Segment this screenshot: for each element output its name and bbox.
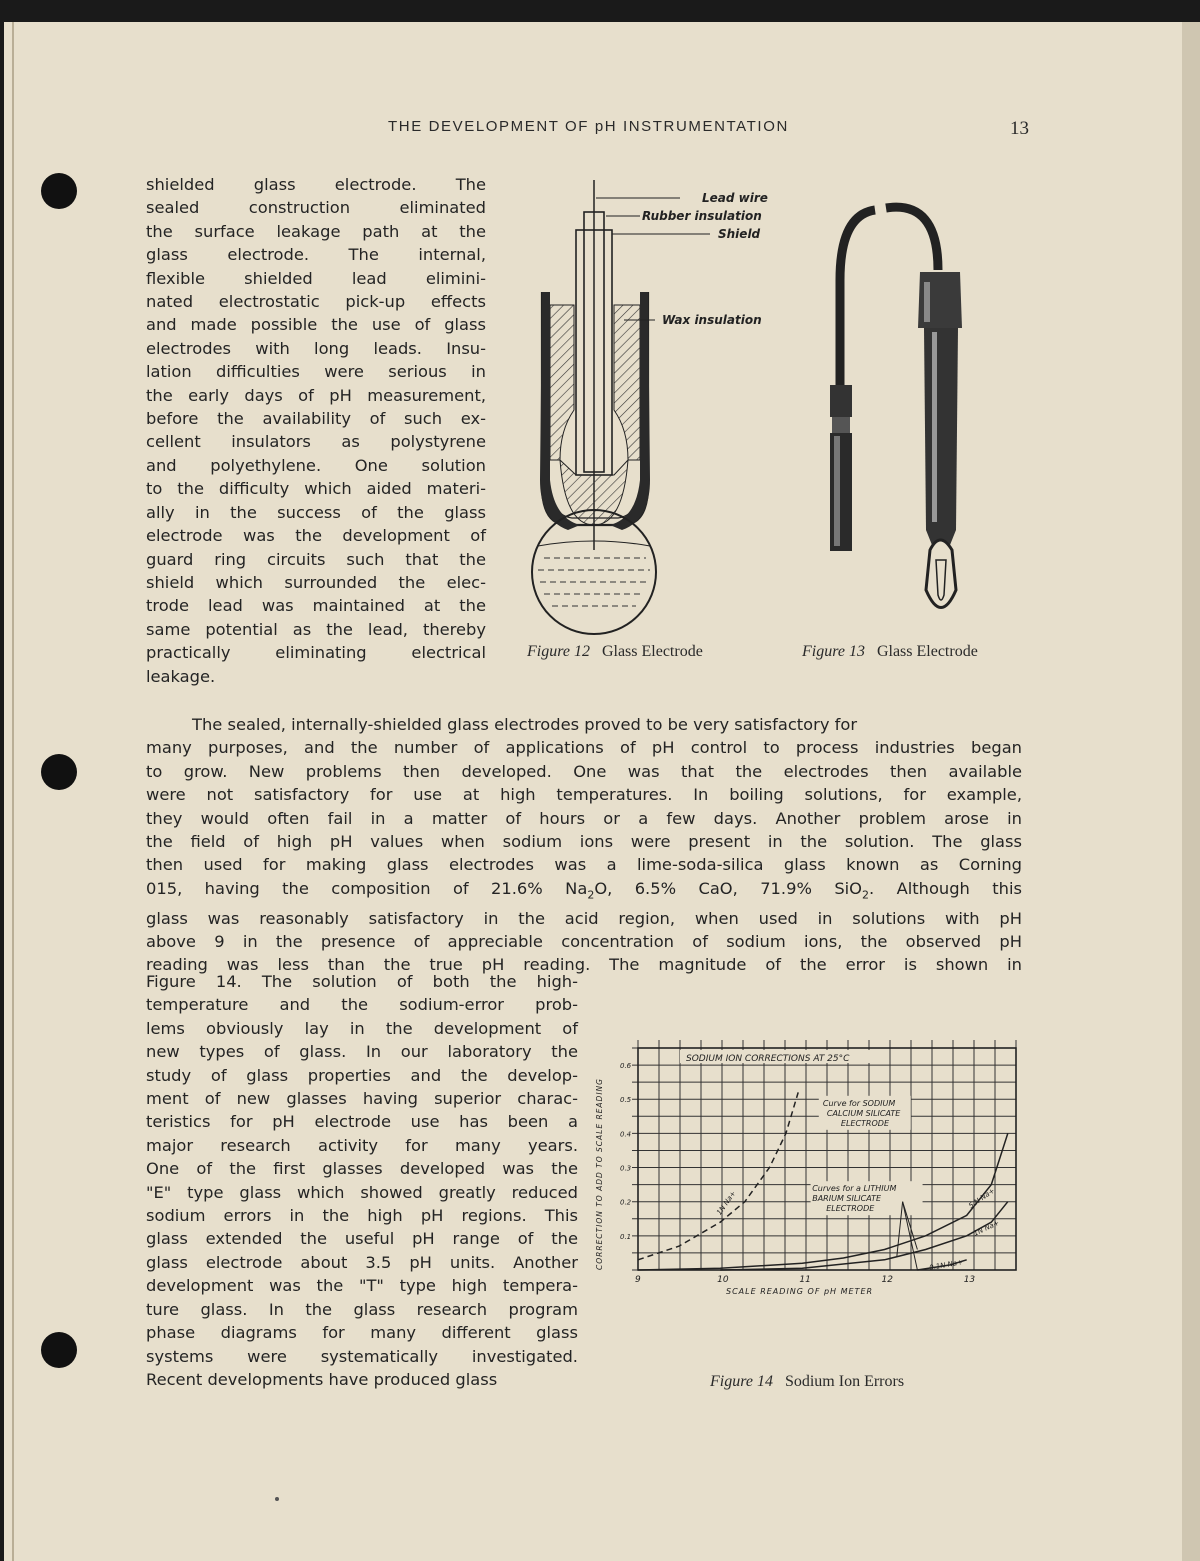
label-wax-insulation: Wax insulation xyxy=(662,313,762,327)
text-line: and made possible the use of glass xyxy=(146,315,486,335)
y-tick-label: 0.6 xyxy=(620,1062,632,1071)
x-axis-label: SCALE READING OF pH METER xyxy=(726,1287,874,1296)
text-line: to grow. New problems then developed. One was that the electrodes then available xyxy=(146,761,1022,781)
text-line: guard ring circuits such that the xyxy=(146,549,486,569)
text-line: shield which surrounded the elec- xyxy=(146,572,486,592)
figure-13-title: Glass Electrode xyxy=(876,643,978,660)
x-tick-label: 11 xyxy=(799,1275,811,1285)
running-title: THE DEVELOPMENT OF pH INSTRUMENTATION xyxy=(388,118,789,135)
y-axis-label: CORRECTION TO ADD TO SCALE READING xyxy=(595,1078,604,1270)
text-line: glass electrode about 3.5 pH units. Another xyxy=(146,1252,578,1272)
text-line: lation difficulties were serious in xyxy=(146,362,486,382)
text-line: systems were systematically investigated. xyxy=(146,1346,578,1366)
x-tick-label: 9 xyxy=(635,1275,641,1285)
figure-12-caption xyxy=(527,643,703,661)
annotation-sodium-calcium: ELECTRODE xyxy=(840,1118,890,1128)
text-line: sealed construction eliminated xyxy=(146,198,486,218)
text-line: glass extended the useful pH range of the xyxy=(146,1229,578,1249)
text-line: and polyethylene. One solution xyxy=(146,455,486,475)
text-line: many purposes, and the number of applications of pH control to process industries began xyxy=(146,738,1022,758)
text-line: major research activity for many years. xyxy=(146,1135,578,1155)
annotation-sodium-calcium: Curve for SODIUM xyxy=(822,1098,896,1108)
series-label: 5 N Na+ xyxy=(967,1186,997,1211)
text-line: electrodes with long leads. Insu- xyxy=(146,338,486,358)
y-tick-label: 0.5 xyxy=(620,1096,632,1105)
text-line: flexible shielded lead elimini- xyxy=(146,268,486,288)
y-tick-label: 0.3 xyxy=(620,1164,632,1173)
figure-14-caption xyxy=(710,1373,904,1391)
text-line: study of glass properties and the develop- xyxy=(146,1065,578,1085)
x-tick-label: 12 xyxy=(881,1275,893,1285)
text-line: shielded glass electrode. The xyxy=(146,175,486,194)
text-line: new types of glass. In our laboratory the xyxy=(146,1042,578,1062)
text-line: ment of new glasses having superior charac- xyxy=(146,1089,578,1109)
figure-12-drawing xyxy=(520,180,800,650)
binder-hole xyxy=(41,754,77,790)
page-speck xyxy=(275,1497,279,1501)
text-line: trode lead was maintained at the xyxy=(146,596,486,616)
text-line: ture glass. In the glass research program xyxy=(146,1299,578,1319)
paragraph-2 xyxy=(146,713,1022,977)
text-line: "E" type glass which showed greatly reduced xyxy=(146,1182,578,1202)
figure-14-title: Sodium Ion Errors xyxy=(784,1373,905,1390)
text-line: ally in the success of the glass xyxy=(146,502,486,522)
text-line: before the availability of such ex- xyxy=(146,409,486,429)
y-tick-label: 0.4 xyxy=(620,1130,632,1139)
text-line: development was the "T" type high tempera- xyxy=(146,1276,578,1296)
lower-column xyxy=(146,970,578,1391)
composition-part: . Although this xyxy=(869,878,1022,898)
label-rubber-insulation: Rubber insulation xyxy=(642,209,762,223)
text-line: nated electrostatic pick-up effects xyxy=(146,292,486,312)
series-label: 1N Na+ xyxy=(715,1189,738,1217)
text-line: they would often fail in a matter of hours or a few days. Another problem arose in xyxy=(146,808,1022,828)
chart-title: SODIUM ION CORRECTIONS AT 25°C xyxy=(686,1054,850,1064)
series-line xyxy=(638,1092,798,1259)
page-number: 13 xyxy=(1010,118,1029,139)
text-line: phase diagrams for many different glass xyxy=(146,1323,578,1343)
composition-part: O, 6.5% CaO, 71.9% SiO xyxy=(594,878,862,898)
text-line: glass electrode. The internal, xyxy=(146,245,486,265)
annotation-lithium-barium: ELECTRODE xyxy=(826,1204,875,1214)
subscript: 2 xyxy=(862,888,869,902)
paragraph-2-first-line: The sealed, internally-shielded glass electrodes proved to be very satisfactory for xyxy=(192,715,858,734)
x-tick-label: 13 xyxy=(963,1275,976,1285)
text-line: teristics for pH electrode use has been a xyxy=(146,1112,578,1132)
text-line: then used for making glass electrodes was a lime-soda-silica glass known as Corning xyxy=(146,855,1022,875)
text-line: to the difficulty which aided materi- xyxy=(146,479,486,499)
text-line: One of the first glasses developed was the xyxy=(146,1159,578,1179)
figure-12-number: Figure 12 xyxy=(527,643,590,660)
text-line: above 9 in the presence of appreciable concentration of sodium ions, the observed pH xyxy=(146,931,1022,951)
annotation-lithium-barium: Curves for a LITHIUM xyxy=(812,1184,897,1194)
text-line: cellent insulators as polystyrene xyxy=(146,432,486,452)
figure-13-caption xyxy=(802,643,978,661)
text-line: same potential as the lead, thereby xyxy=(146,619,486,639)
binding-fold xyxy=(12,22,14,1561)
text-line: were not satisfactory for use at high temperatures. In boiling solutions, for example, xyxy=(146,785,1022,805)
text-line: the early days of pH measurement, xyxy=(146,385,486,405)
subscript: 2 xyxy=(587,888,595,902)
text-line: temperature and the sodium-error prob- xyxy=(146,995,578,1015)
text-line: lems obviously lay in the development of xyxy=(146,1018,578,1038)
composition-line xyxy=(146,877,1022,907)
intro-column xyxy=(146,173,486,688)
figure-13-drawing xyxy=(820,200,1020,640)
figure-12-title: Glass Electrode xyxy=(601,643,703,660)
series-label: 0.1N Na+ xyxy=(928,1258,964,1272)
figure-14-chart xyxy=(588,1030,1028,1300)
series-label: 1N Na+ xyxy=(972,1218,1001,1238)
text-line: the surface leakage path at the xyxy=(146,221,486,241)
label-lead-wire: Lead wire xyxy=(702,191,768,205)
annotation-sodium-calcium: CALCIUM SILICATE xyxy=(826,1108,901,1118)
text-line: sodium errors in the high pH regions. This xyxy=(146,1206,578,1226)
text-line: practically eliminating electrical xyxy=(146,643,486,663)
y-tick-label: 0.2 xyxy=(620,1198,632,1207)
binder-hole xyxy=(41,173,77,209)
text-line: Figure 14. The solution of both the high- xyxy=(146,972,578,991)
text-line: glass was reasonably satisfactory in the acid region, when used in solutions with pH xyxy=(146,908,1022,928)
binder-hole xyxy=(41,1332,77,1368)
annotation-lithium-barium: BARIUM SILICATE xyxy=(812,1194,882,1204)
text-line: Recent developments have produced glass xyxy=(146,1369,498,1389)
y-tick-label: 0.1 xyxy=(620,1232,632,1241)
x-tick-label: 10 xyxy=(717,1275,729,1285)
figure-14-number: Figure 14 xyxy=(710,1373,773,1390)
text-line: reading was less than the true pH reading. The magnitude of the error is shown in xyxy=(146,955,1022,975)
label-shield: Shield xyxy=(718,227,761,241)
composition-part: 015, having the composition of 21.6% Na xyxy=(146,878,588,898)
text-line: electrode was the development of xyxy=(146,526,486,546)
figure-13-number: Figure 13 xyxy=(802,643,865,660)
text-line: the field of high pH values when sodium ions were present in the solution. The glass xyxy=(146,832,1022,852)
page-edge xyxy=(1182,22,1200,1561)
text-line: leakage. xyxy=(146,666,216,686)
